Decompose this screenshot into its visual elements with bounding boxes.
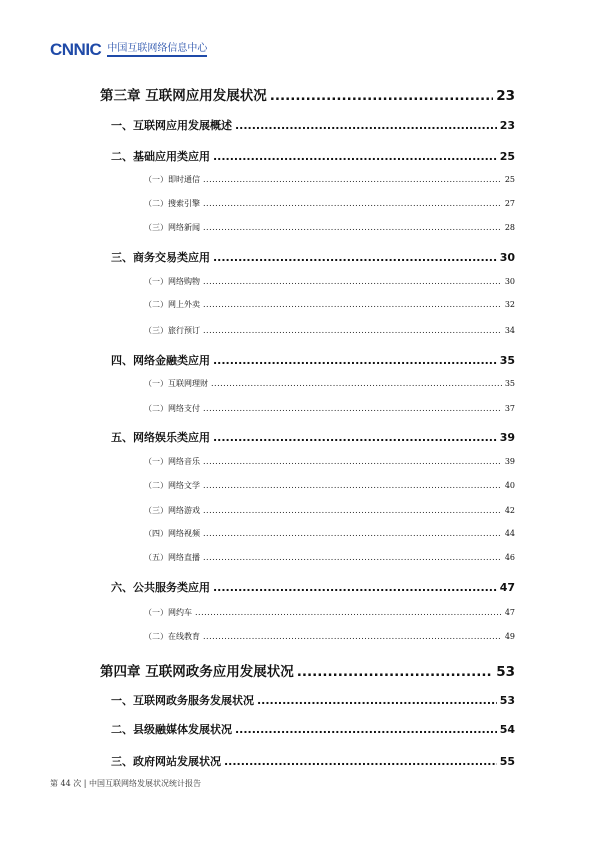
toc-entry-title: （一）互联网理财 — [144, 379, 208, 388]
toc-entry-section[interactable] — [111, 692, 515, 708]
toc-entry-page-number: 44 — [504, 529, 515, 538]
cnnic-logo — [50, 40, 207, 60]
toc-entry-sub[interactable] — [144, 631, 515, 642]
toc-entry-page-number: 47 — [504, 608, 515, 617]
toc-entry-title: （二）网络文学 — [144, 481, 200, 490]
toc-entry-title: 四、网络金融类应用 — [111, 354, 210, 367]
toc-entry-sub[interactable] — [144, 276, 515, 287]
toc-entry-section[interactable] — [111, 579, 515, 595]
dot-leader — [224, 755, 497, 768]
dot-leader — [203, 506, 502, 515]
toc-entry-page-number: 40 — [504, 481, 515, 490]
toc-entry-title: （二）搜索引擎 — [144, 199, 200, 208]
toc-entry-title: 六、公共服务类应用 — [111, 581, 210, 594]
dot-leader — [203, 277, 502, 286]
toc-entry-sub[interactable] — [144, 174, 515, 185]
dot-leader — [213, 251, 497, 264]
dot-leader — [211, 379, 502, 388]
toc-entry-sub[interactable] — [144, 480, 515, 491]
toc-entry-title: （四）网络视频 — [144, 529, 200, 538]
toc-entry-page-number: 35 — [504, 379, 515, 388]
toc-entry-sub[interactable] — [144, 456, 515, 467]
logo-mark: CNNIC — [50, 40, 102, 59]
logo-rule — [107, 55, 207, 57]
toc-entry-title: （二）在线教育 — [144, 632, 200, 641]
toc-entry-section[interactable] — [111, 148, 515, 164]
toc-entry-page-number: 30 — [499, 251, 515, 264]
toc-entry-section[interactable] — [111, 753, 515, 769]
toc-entry-page-number: 32 — [504, 300, 515, 309]
dot-leader — [235, 723, 497, 736]
toc-entry-title: 一、互联网应用发展概述 — [111, 119, 232, 132]
toc-entry-sub[interactable] — [144, 607, 515, 618]
toc-entry-sub[interactable] — [144, 403, 515, 414]
toc-entry-sub[interactable] — [144, 299, 515, 310]
toc-entry-page-number: 23 — [496, 88, 515, 104]
toc-entry-page-number: 30 — [504, 277, 515, 286]
toc-entry-title: （三）网络新闻 — [144, 223, 200, 232]
toc-entry-page-number: 46 — [504, 553, 515, 562]
toc-entry-sub[interactable] — [144, 325, 515, 336]
toc-entry-sub[interactable] — [144, 552, 515, 563]
toc-entry-title: （三）旅行预订 — [144, 326, 200, 335]
dot-leader — [203, 404, 502, 413]
toc-entry-title: （一）网络音乐 — [144, 457, 200, 466]
dot-leader — [213, 431, 497, 444]
toc-entry-page-number: 53 — [496, 664, 515, 680]
toc-entry-page-number: 47 — [499, 581, 515, 594]
dot-leader — [213, 150, 497, 163]
toc-entry-title: 三、政府网站发展状况 — [111, 755, 221, 768]
page-footer: 第 44 次 | 中国互联网络发展状况统计报告 — [50, 779, 202, 788]
toc-entry-title: 第四章 互联网政务应用发展状况 — [100, 664, 294, 680]
toc-entry-title: （一）网络购物 — [144, 277, 200, 286]
toc-entry-section[interactable] — [111, 429, 515, 445]
toc-entry-sub[interactable] — [144, 198, 515, 209]
toc-entry-title: 二、基础应用类应用 — [111, 150, 210, 163]
toc-entry-page-number: 49 — [504, 632, 515, 641]
toc-entry-chapter[interactable] — [100, 660, 515, 680]
dot-leader — [195, 608, 502, 617]
dot-leader — [203, 457, 502, 466]
toc-entry-section[interactable] — [111, 117, 515, 133]
toc-entry-section[interactable] — [111, 249, 515, 265]
toc-entry-page-number: 25 — [499, 150, 515, 163]
toc-entry-section[interactable] — [111, 721, 515, 737]
dot-leader — [203, 632, 502, 641]
toc-entry-page-number: 27 — [504, 199, 515, 208]
toc-entry-page-number: 28 — [504, 223, 515, 232]
dot-leader — [297, 664, 494, 680]
toc-entry-title: 二、县级融媒体发展状况 — [111, 723, 232, 736]
dot-leader — [203, 223, 502, 232]
toc-entry-page-number: 34 — [504, 326, 515, 335]
toc-entry-page-number: 54 — [499, 723, 515, 736]
logo-chinese-name: 中国互联网络信息中心 — [107, 43, 208, 54]
toc-entry-page-number: 42 — [504, 506, 515, 515]
dot-leader — [203, 481, 502, 490]
toc-entry-title: （二）网上外卖 — [144, 300, 200, 309]
toc-entry-sub[interactable] — [144, 528, 515, 539]
dot-leader — [213, 354, 497, 367]
dot-leader — [203, 326, 502, 335]
dot-leader — [257, 694, 497, 707]
toc-entry-page-number: 39 — [499, 431, 515, 444]
toc-entry-page-number: 53 — [499, 694, 515, 707]
toc-entry-title: （一）即时通信 — [144, 175, 200, 184]
dot-leader — [203, 553, 502, 562]
dot-leader — [203, 300, 502, 309]
toc-entry-page-number: 39 — [504, 457, 515, 466]
toc-entry-title: 一、互联网政务服务发展状况 — [111, 694, 254, 707]
toc-entry-title: 第三章 互联网应用发展状况 — [100, 88, 267, 104]
dot-leader — [235, 119, 497, 132]
toc-entry-sub[interactable] — [144, 378, 515, 389]
toc-entry-page-number: 23 — [499, 119, 515, 132]
toc-entry-sub[interactable] — [144, 222, 515, 233]
dot-leader — [270, 88, 494, 104]
logo-text-block — [107, 43, 207, 57]
toc-entry-page-number: 37 — [504, 404, 515, 413]
dot-leader — [203, 529, 502, 538]
toc-entry-page-number: 25 — [504, 175, 515, 184]
dot-leader — [203, 175, 502, 184]
dot-leader — [203, 199, 502, 208]
toc-entry-sub[interactable] — [144, 505, 515, 516]
toc-entry-title: 五、网络娱乐类应用 — [111, 431, 210, 444]
toc-entry-page-number: 35 — [499, 354, 515, 367]
toc-entry-title: （三）网络游戏 — [144, 506, 200, 515]
toc-entry-page-number: 55 — [499, 755, 515, 768]
toc-entry-title: （五）网络直播 — [144, 553, 200, 562]
toc-entry-title: （一）网约车 — [144, 608, 192, 617]
toc-entry-title: 三、商务交易类应用 — [111, 251, 210, 264]
toc-entry-title: （二）网络支付 — [144, 404, 200, 413]
toc-entry-chapter[interactable] — [100, 84, 515, 104]
toc-entry-section[interactable] — [111, 352, 515, 368]
dot-leader — [213, 581, 497, 594]
